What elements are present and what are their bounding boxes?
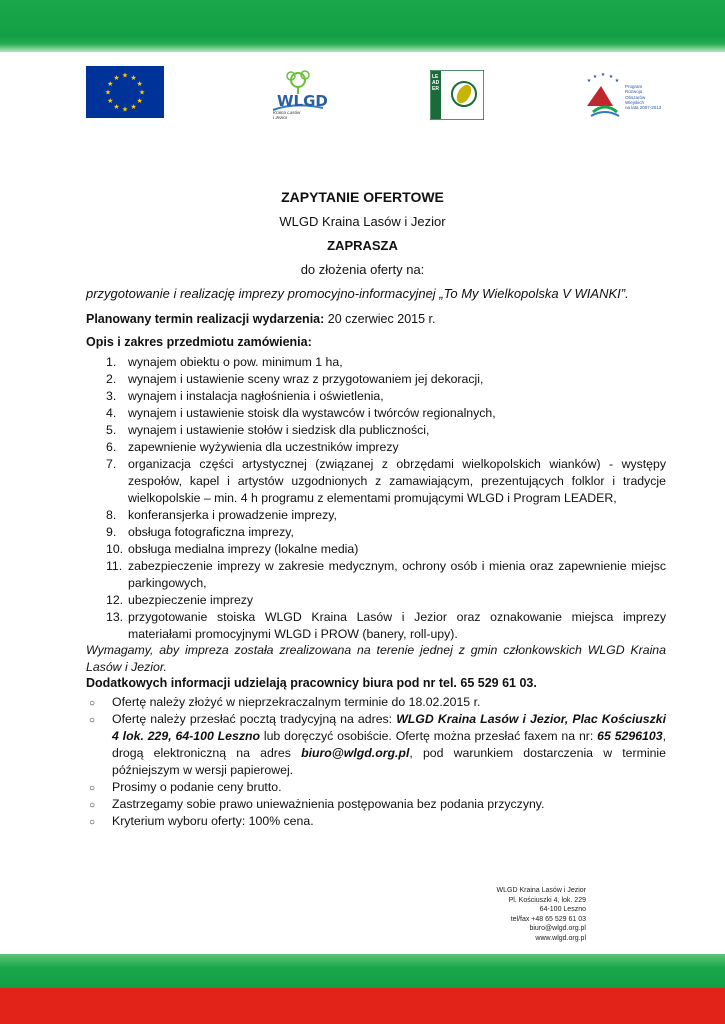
list-item: 1. wynajem obiektu o pow. minimum 1 ha, <box>106 355 343 369</box>
prow-star-icon: ★ <box>608 74 614 80</box>
event-date-label: Planowany termin realizacji wydarzenia: <box>86 312 325 326</box>
list-item: 2. wynajem i ustawienie sceny wraz z przygotowaniem jej dekoracji, <box>106 372 484 386</box>
prow-star-icon: ★ <box>614 78 620 84</box>
list-item: ○ Prosimy o podanie ceny brutto. <box>86 779 666 796</box>
eu-star-icon: ★ <box>136 81 143 88</box>
eu-star-icon: ★ <box>136 98 143 105</box>
document-title: ZAPYTANIE OFERTOWE <box>281 189 444 205</box>
list-item: 4. wynajem i ustawienie stoisk dla wystawców i twórców regionalnych, <box>106 406 496 420</box>
event-date-line <box>86 312 435 326</box>
bottom-red-band <box>0 988 725 1024</box>
eu-star-icon: ★ <box>130 74 137 82</box>
list-item: 8. konferansjerka i prowadzenie imprezy, <box>106 508 337 522</box>
eu-star-icon: ★ <box>107 81 114 88</box>
eu-star-icon: ★ <box>121 72 129 80</box>
requirement-note: Wymagamy, aby impreza została zrealizowana na terenie jednej z gmin członkowskich WLGD Kraina Lasów i Jezior. <box>86 643 666 674</box>
contact-info-line: Dodatkowych informacji udzielają pracownicy biura pod nr tel. 65 529 61 03. <box>86 676 537 690</box>
prow-star-icon: ★ <box>586 78 592 84</box>
circle-bullet-icon: ○ <box>89 715 96 726</box>
eu-star-icon: ★ <box>113 104 120 112</box>
prow-star-icon: ★ <box>600 72 606 78</box>
scope-heading: Opis i zakres przedmiotu zamówienia: <box>86 335 312 349</box>
eu-star-icon: ★ <box>121 106 129 114</box>
footer-website[interactable]: www.wlgd.org.pl <box>535 934 586 942</box>
top-green-band <box>0 0 725 52</box>
list-item: ○ Zastrzegamy sobie prawo unieważnienia postępowania bez podania przyczyny. <box>86 796 666 813</box>
wlgd-logo <box>265 66 330 126</box>
conditions-list <box>86 694 666 830</box>
scope-list <box>86 354 666 643</box>
circle-bullet-icon: ○ <box>89 698 96 709</box>
eu-star-icon: ★ <box>104 89 112 97</box>
leader-logo-text: LEADER <box>432 74 440 92</box>
fax-number: 65 5296103 <box>597 729 663 743</box>
list-item: 6. zapewnienie wyżywienia dla uczestników imprezy <box>106 440 399 454</box>
list-item: 13. przygotowanie stoiska WLGD Kraina Lasów i Jezior oraz oznakowanie miejsca imprezy materiałami promocyjnymi WLGD i PROW (banery, roll-upy). <box>106 610 666 641</box>
eu-star-icon: ★ <box>113 74 120 82</box>
prow-star-icon: ★ <box>592 74 598 80</box>
list-item: 3. wynajem i instalacja nagłośnienia i oświetlenia, <box>106 389 384 403</box>
eu-star-icon: ★ <box>138 89 146 97</box>
wlgd-logo-subtext: Kraina Lasów i Jezior <box>273 110 301 120</box>
prow-logo <box>583 72 663 120</box>
list-item: 10. obsługa medialna imprezy (lokalne media) <box>106 542 359 556</box>
list-item: 7. organizacja części artystycznej (związanej z obrzędami wielkopolskich wianków) - występy zespołów, kapel i artystów uzgodnionych z zamawiającym, prezentujących folklor i tradycje wielkopolskie – min. 4 h programu z elementami promującymi WLGD i Program LEADER, <box>106 457 666 505</box>
email-address[interactable]: biuro@wlgd.org.pl <box>301 746 410 760</box>
circle-bullet-icon: ○ <box>89 783 96 794</box>
list-item: 5. wynajem i ustawienie stołów i siedzisk dla publiczności, <box>106 423 430 437</box>
office-address: WLGD Kraina Lasów i Jezior, Plac Kościuszki 4 lok. 229, 64-100 Leszno <box>112 712 666 743</box>
order-subject: przygotowanie i realizację imprezy promocyjno-informacyjnej „To My Wielkopolska V WIANKI”. <box>86 286 629 301</box>
list-item: ○ Kryterium wyboru oferty: 100% cena. <box>86 813 666 830</box>
leader-logo <box>430 70 484 120</box>
eu-star-icon: ★ <box>107 98 114 105</box>
circle-bullet-icon: ○ <box>89 817 96 828</box>
prow-logo-text: Program Rozwoju Obszarów Wiejskich na lata 2007-2013 <box>625 84 662 111</box>
list-item: ○ Ofertę należy przesłać pocztą tradycyjną na adres: WLGD Kraina Lasów i Jezior, Plac Kościuszki 4 lok. 229, 64-100 Leszno lub doręczyć osobiście. Ofertę można przesłać faxem na nr: 65 5296103, drogą elektroniczną na adres biuro@wlgd.org.pl, pod warunkiem dostarczenia w terminie późniejszym w wersji papierowej. <box>89 712 666 777</box>
wlgd-logo-text: WLGD <box>277 92 328 110</box>
list-item: 12. ubezpieczenie imprezy <box>106 593 254 607</box>
footer-address: WLGD Kraina Lasów i Jezior Pl. Kościuszki 4, lok. 229 64-100 Leszno tel/fax +48 65 529 61 03 biuro@wlgd.org.pl www.wlgd.org.pl <box>440 886 586 943</box>
list-item: 9. obsługa fotograficzna imprezy, <box>106 525 294 539</box>
eu-flag-logo <box>86 66 164 118</box>
organization-name: WLGD Kraina Lasów i Jezior <box>279 214 446 229</box>
list-item: ○ Ofertę należy złożyć w nieprzekraczalnym terminie do 18.02.2015 r. <box>86 694 666 711</box>
bottom-green-band <box>0 954 725 988</box>
circle-bullet-icon: ○ <box>89 800 96 811</box>
eu-star-icon: ★ <box>130 104 137 112</box>
invites-heading: ZAPRASZA <box>327 238 398 253</box>
footer-email[interactable]: biuro@wlgd.org.pl <box>529 925 586 932</box>
submit-offer-line: do złożenia oferty na: <box>300 262 425 277</box>
list-item: 11. zabezpieczenie imprezy w zakresie medycznym, ochrony osób i mienia oraz zapewnienie miejsc parkingowych, <box>106 559 666 590</box>
event-date-value: 20 czerwiec 2015 r. <box>327 312 436 326</box>
